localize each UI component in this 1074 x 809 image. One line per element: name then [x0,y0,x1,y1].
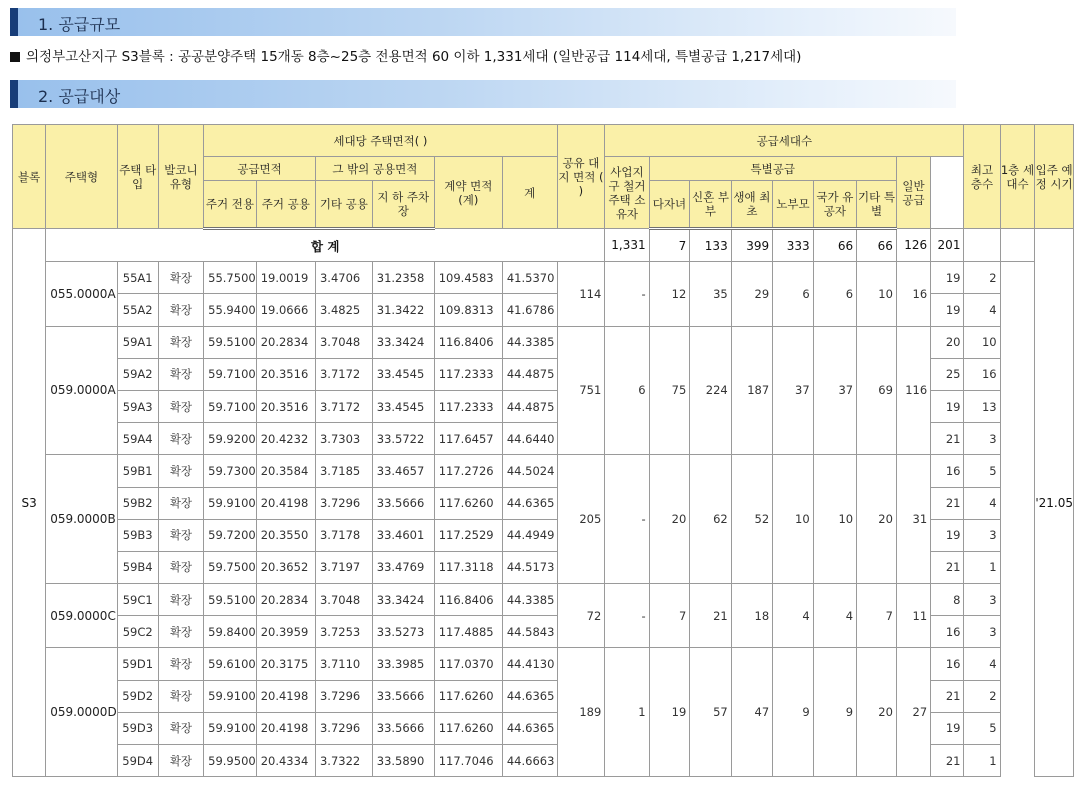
group-multi-child-cell: 19 [649,648,690,777]
header-contract-area: 계약 면적 (계) [434,157,502,229]
group-total-cell: 72 [557,584,605,648]
first-floor-units-cell: 5 [964,712,1000,744]
header-max-floor: 최고 층수 [964,125,1000,229]
unit-type-cell: 59B1 [117,455,158,487]
housing-type-cell: 055.0000A [46,262,118,326]
totals-total: 1,331 [605,229,649,262]
balcony-cell: 확장 [158,487,203,519]
totals-label: 합 계 [46,229,605,262]
group-newlywed-cell: 57 [690,648,731,777]
contract-area-cell: 117.4885 [434,616,502,648]
balcony-cell: 확장 [158,745,203,777]
contract-area-cell: 117.2726 [434,455,502,487]
summary-text: 의정부고산지구 S3블록 : 공공분양주택 15개동 8층~25층 전용면적 60 이하 1,331세대 (일반공급 114세대, 특별공급 1,217세대) [26,49,802,65]
parking-cell: 33.4545 [372,390,434,422]
land-share-cell: 44.3385 [502,584,557,616]
balcony-cell: 확장 [158,423,203,455]
totals-other-special: 126 [896,229,930,262]
totals-general: 201 [931,229,964,262]
totals-max-floor [964,229,1000,262]
parking-cell: 31.2358 [372,262,434,294]
max-floor-cell: 19 [931,262,964,294]
group-newlywed-cell: 35 [690,262,731,326]
group-elderly-parent-cell: 4 [773,584,814,648]
unit-type-cell: 59B2 [117,487,158,519]
other-common-cell: 3.7296 [315,487,372,519]
group-elderly-parent-cell: 10 [773,455,814,584]
unit-type-cell: 59C2 [117,616,158,648]
land-share-cell: 44.5024 [502,455,557,487]
other-common-cell: 3.7110 [315,648,372,680]
section-header-supply-target [10,80,956,108]
contract-area-cell: 117.2333 [434,358,502,390]
header-other-common-sub: 기타 공용 [315,181,372,229]
first-floor-units-cell: 1 [964,745,1000,777]
group-other-special-cell: 20 [857,455,897,584]
balcony-cell: 확장 [158,294,203,326]
max-floor-cell: 16 [931,455,964,487]
parking-cell: 33.5666 [372,712,434,744]
land-share-cell: 44.4130 [502,648,557,680]
land-share-cell: 44.5173 [502,551,557,583]
totals-newlywed: 399 [731,229,772,262]
contract-area-cell: 109.8313 [434,294,502,326]
unit-type-cell: 59D3 [117,712,158,744]
resid-exclusive-cell: 59.9100 [204,712,257,744]
land-share-cell: 44.3385 [502,326,557,358]
contract-area-cell: 117.6260 [434,487,502,519]
resid-common-cell: 20.3175 [256,648,315,680]
unit-type-cell: 59B4 [117,551,158,583]
header-elderly-parent: 노부모 [773,181,814,229]
other-common-cell: 3.4706 [315,262,372,294]
land-share-cell: 44.6440 [502,423,557,455]
balcony-cell: 확장 [158,551,203,583]
balcony-cell: 확장 [158,262,203,294]
max-floor-cell: 19 [931,390,964,422]
group-merit-cell: 4 [813,584,856,648]
contract-area-cell: 116.8406 [434,584,502,616]
resid-common-cell: 20.2834 [256,584,315,616]
header-general-supply: 일반 공급 [896,157,930,229]
other-common-cell: 3.7185 [315,455,372,487]
group-general-cell: 16 [896,262,930,326]
balcony-cell: 확장 [158,455,203,487]
other-common-cell: 3.7048 [315,584,372,616]
parking-cell: 33.3424 [372,326,434,358]
group-newlywed-cell: 224 [690,326,731,455]
supply-table-body [13,229,1074,777]
max-floor-cell: 19 [931,519,964,551]
header-block: 블록 [13,125,46,229]
unit-type-cell: 59C1 [117,584,158,616]
parking-cell: 33.5666 [372,487,434,519]
header-first-floor-units: 1층 세대수 [1000,125,1035,229]
group-merit-cell: 9 [813,648,856,777]
header-resid-common: 주거 공용 [256,181,315,229]
move-in-cell: '21.05 [1035,229,1074,777]
land-share-cell: 44.4875 [502,358,557,390]
section-title: 2. 공급대상 [38,87,121,106]
totals-row [13,229,1074,262]
other-common-cell: 3.7296 [315,680,372,712]
group-relocatee-cell: 6 [605,326,649,455]
header-other-common: 그 밖의 공용면적 [315,157,434,181]
resid-exclusive-cell: 59.7200 [204,519,257,551]
resid-exclusive-cell: 59.7100 [204,390,257,422]
other-common-cell: 3.7048 [315,326,372,358]
balcony-cell: 확장 [158,358,203,390]
other-common-cell: 3.7303 [315,423,372,455]
group-elderly-parent-cell: 37 [773,326,814,455]
resid-common-cell: 20.4198 [256,487,315,519]
totals-multi-child: 133 [690,229,731,262]
supply-summary [10,45,801,65]
first-floor-units-cell: 5 [964,455,1000,487]
balcony-cell: 확장 [158,519,203,551]
header-supply-area: 공급면적 [204,157,316,181]
max-floor-cell: 21 [931,487,964,519]
resid-exclusive-cell: 59.6100 [204,648,257,680]
totals-relocatee: 7 [649,229,690,262]
resid-exclusive-cell: 55.9400 [204,294,257,326]
other-common-cell: 3.7296 [315,712,372,744]
resid-common-cell: 19.0019 [256,262,315,294]
parking-cell: 33.4601 [372,519,434,551]
unit-type-cell: 59D1 [117,648,158,680]
group-general-cell: 116 [896,326,930,455]
max-floor-cell: 21 [931,745,964,777]
parking-cell: 33.5890 [372,745,434,777]
other-common-cell: 3.7178 [315,519,372,551]
max-floor-cell: 8 [931,584,964,616]
resid-common-cell: 20.4198 [256,680,315,712]
max-floor-cell: 21 [931,551,964,583]
group-general-cell: 31 [896,455,930,584]
header-merit: 국가 유공자 [813,181,856,229]
unit-type-cell: 55A1 [117,262,158,294]
parking-cell: 33.4545 [372,358,434,390]
other-common-cell: 3.7172 [315,390,372,422]
resid-exclusive-cell: 59.7100 [204,358,257,390]
group-multi-child-cell: 20 [649,455,690,584]
resid-exclusive-cell: 55.7500 [204,262,257,294]
header-multi-child: 다자녀 [649,181,690,229]
group-general-cell: 27 [896,648,930,777]
header-move-in: 입주 예정 시기 [1035,125,1074,229]
header-resid-exclusive: 주거 전용 [204,181,257,229]
parking-cell: 31.3422 [372,294,434,326]
resid-exclusive-cell: 59.7500 [204,551,257,583]
contract-area-cell: 117.6260 [434,712,502,744]
unit-type-cell: 59A4 [117,423,158,455]
other-common-cell: 3.7322 [315,745,372,777]
resid-common-cell: 20.3652 [256,551,315,583]
other-common-cell: 3.4825 [315,294,372,326]
parking-cell: 33.5666 [372,680,434,712]
group-total-cell: 205 [557,455,605,584]
balcony-cell: 확장 [158,680,203,712]
contract-area-cell: 116.8406 [434,326,502,358]
balcony-cell: 확장 [158,326,203,358]
balcony-cell: 확장 [158,616,203,648]
header-underground-parking: 지 하 주차장 [372,181,434,229]
group-elderly-parent-cell: 9 [773,648,814,777]
resid-common-cell: 20.3550 [256,519,315,551]
header-land-share: 공유 대지 면적 ( ) [557,125,605,229]
resid-exclusive-cell: 59.7300 [204,455,257,487]
first-floor-units-cell: 13 [964,390,1000,422]
section-marker [10,8,18,36]
group-newlywed-cell: 21 [690,584,731,648]
group-relocatee-cell: - [605,584,649,648]
resid-exclusive-cell: 59.9100 [204,487,257,519]
group-merit-cell: 37 [813,326,856,455]
group-elderly-parent-cell: 6 [773,262,814,326]
unit-type-cell: 59A3 [117,390,158,422]
header-balcony: 발코니 유형 [158,125,203,229]
housing-type-cell: 059.0000D [46,648,118,777]
housing-type-cell: 059.0000B [46,455,118,584]
group-multi-child-cell: 75 [649,326,690,455]
parking-cell: 33.4657 [372,455,434,487]
max-floor-cell: 20 [931,326,964,358]
supply-table-container [12,124,1074,777]
header-first-time: 생애 최초 [731,181,772,229]
parking-cell: 33.3424 [372,584,434,616]
first-floor-units-cell: 10 [964,326,1000,358]
resid-exclusive-cell: 59.9500 [204,745,257,777]
first-floor-units-cell: 3 [964,616,1000,648]
group-first-time-cell: 187 [731,326,772,455]
contract-area-cell: 109.4583 [434,262,502,294]
resid-common-cell: 20.3584 [256,455,315,487]
group-relocatee-cell: 1 [605,648,649,777]
group-first-time-cell: 52 [731,455,772,584]
max-floor-cell: 16 [931,616,964,648]
group-merit-cell: 6 [813,262,856,326]
group-relocatee-cell: - [605,455,649,584]
balcony-cell: 확장 [158,390,203,422]
totals-merit: 66 [857,229,897,262]
resid-exclusive-cell: 59.5100 [204,584,257,616]
first-floor-units-cell: 4 [964,487,1000,519]
group-other-special-cell: 69 [857,326,897,455]
resid-common-cell: 20.3516 [256,358,315,390]
first-floor-units-cell: 1 [964,551,1000,583]
header-supply-units: 공급세대수 [605,125,964,157]
contract-area-cell: 117.7046 [434,745,502,777]
group-newlywed-cell: 62 [690,455,731,584]
header-area-group: 세대당 주택면적( ) [204,125,557,157]
first-floor-units-cell: 4 [964,294,1000,326]
group-first-time-cell: 18 [731,584,772,648]
max-floor-cell: 21 [931,423,964,455]
land-share-cell: 44.5843 [502,616,557,648]
unit-type-cell: 59D2 [117,680,158,712]
totals-first-floor [1000,229,1035,262]
header-other-special: 기타 특별 [857,181,897,229]
first-floor-units-cell: 3 [964,423,1000,455]
balcony-cell: 확장 [158,712,203,744]
other-common-cell: 3.7253 [315,616,372,648]
unit-type-cell: 55A2 [117,294,158,326]
first-floor-units-cell: 3 [964,519,1000,551]
land-share-cell: 44.6663 [502,745,557,777]
land-share-cell: 41.6786 [502,294,557,326]
other-common-cell: 3.7172 [315,358,372,390]
max-floor-cell: 19 [931,712,964,744]
contract-area-cell: 117.6457 [434,423,502,455]
balcony-cell: 확장 [158,584,203,616]
parking-cell: 33.4769 [372,551,434,583]
header-special-supply: 특별공급 [649,157,896,181]
resid-exclusive-cell: 59.8400 [204,616,257,648]
group-multi-child-cell: 12 [649,262,690,326]
contract-area-cell: 117.2333 [434,390,502,422]
first-floor-units-cell: 3 [964,584,1000,616]
land-share-cell: 44.6365 [502,487,557,519]
table-row [13,262,1074,294]
header-unit-type: 주택 타입 [117,125,158,229]
section-marker [10,80,18,108]
group-first-time-cell: 47 [731,648,772,777]
totals-first-time: 333 [773,229,814,262]
max-floor-cell: 21 [931,680,964,712]
max-floor-cell: 16 [931,648,964,680]
housing-type-cell: 059.0000A [46,326,118,455]
contract-area-cell: 117.2529 [434,519,502,551]
resid-exclusive-cell: 59.9100 [204,680,257,712]
contract-area-cell: 117.0370 [434,648,502,680]
group-total-cell: 189 [557,648,605,777]
header-total: 계 [502,157,557,229]
land-share-cell: 41.5370 [502,262,557,294]
unit-type-cell: 59D4 [117,745,158,777]
resid-common-cell: 20.3959 [256,616,315,648]
resid-exclusive-cell: 59.9200 [204,423,257,455]
land-share-cell: 44.6365 [502,712,557,744]
group-total-cell: 114 [557,262,605,326]
land-share-cell: 44.4949 [502,519,557,551]
resid-common-cell: 20.4232 [256,423,315,455]
table-row [13,584,1074,616]
block-cell: S3 [13,229,46,777]
unit-type-cell: 59A2 [117,358,158,390]
resid-common-cell: 20.4334 [256,745,315,777]
first-floor-units-cell: 4 [964,648,1000,680]
group-total-cell: 751 [557,326,605,455]
table-row [13,455,1074,487]
parking-cell: 33.5722 [372,423,434,455]
section-header-supply-scale [10,8,956,36]
group-other-special-cell: 10 [857,262,897,326]
table-row [13,648,1074,680]
group-other-special-cell: 7 [857,584,897,648]
unit-type-cell: 59A1 [117,326,158,358]
land-share-cell: 44.6365 [502,680,557,712]
table-row [13,326,1074,358]
group-first-time-cell: 29 [731,262,772,326]
group-other-special-cell: 20 [857,648,897,777]
resid-common-cell: 20.2834 [256,326,315,358]
parking-cell: 33.3985 [372,648,434,680]
balcony-cell: 확장 [158,648,203,680]
resid-common-cell: 19.0666 [256,294,315,326]
header-housing-type: 주택형 [46,125,118,229]
section-title: 1. 공급규모 [38,15,121,34]
header-relocatee: 사업지구 철거주택 소유자 [605,157,649,229]
housing-type-cell: 059.0000C [46,584,118,648]
unit-type-cell: 59B3 [117,519,158,551]
other-common-cell: 3.7197 [315,551,372,583]
group-merit-cell: 10 [813,455,856,584]
land-share-cell: 44.4875 [502,390,557,422]
max-floor-cell: 19 [931,294,964,326]
totals-elderly-parent: 66 [813,229,856,262]
contract-area-cell: 117.6260 [434,680,502,712]
parking-cell: 33.5273 [372,616,434,648]
group-relocatee-cell: - [605,262,649,326]
square-bullet-icon [10,52,20,62]
first-floor-units-cell: 16 [964,358,1000,390]
resid-exclusive-cell: 59.5100 [204,326,257,358]
group-multi-child-cell: 7 [649,584,690,648]
resid-common-cell: 20.4198 [256,712,315,744]
max-floor-cell: 25 [931,358,964,390]
first-floor-units-cell: 2 [964,262,1000,294]
header-newlywed: 신혼 부부 [690,181,731,229]
resid-common-cell: 20.3516 [256,390,315,422]
contract-area-cell: 117.3118 [434,551,502,583]
supply-table [12,124,1074,777]
first-floor-units-cell: 2 [964,680,1000,712]
group-general-cell: 11 [896,584,930,648]
